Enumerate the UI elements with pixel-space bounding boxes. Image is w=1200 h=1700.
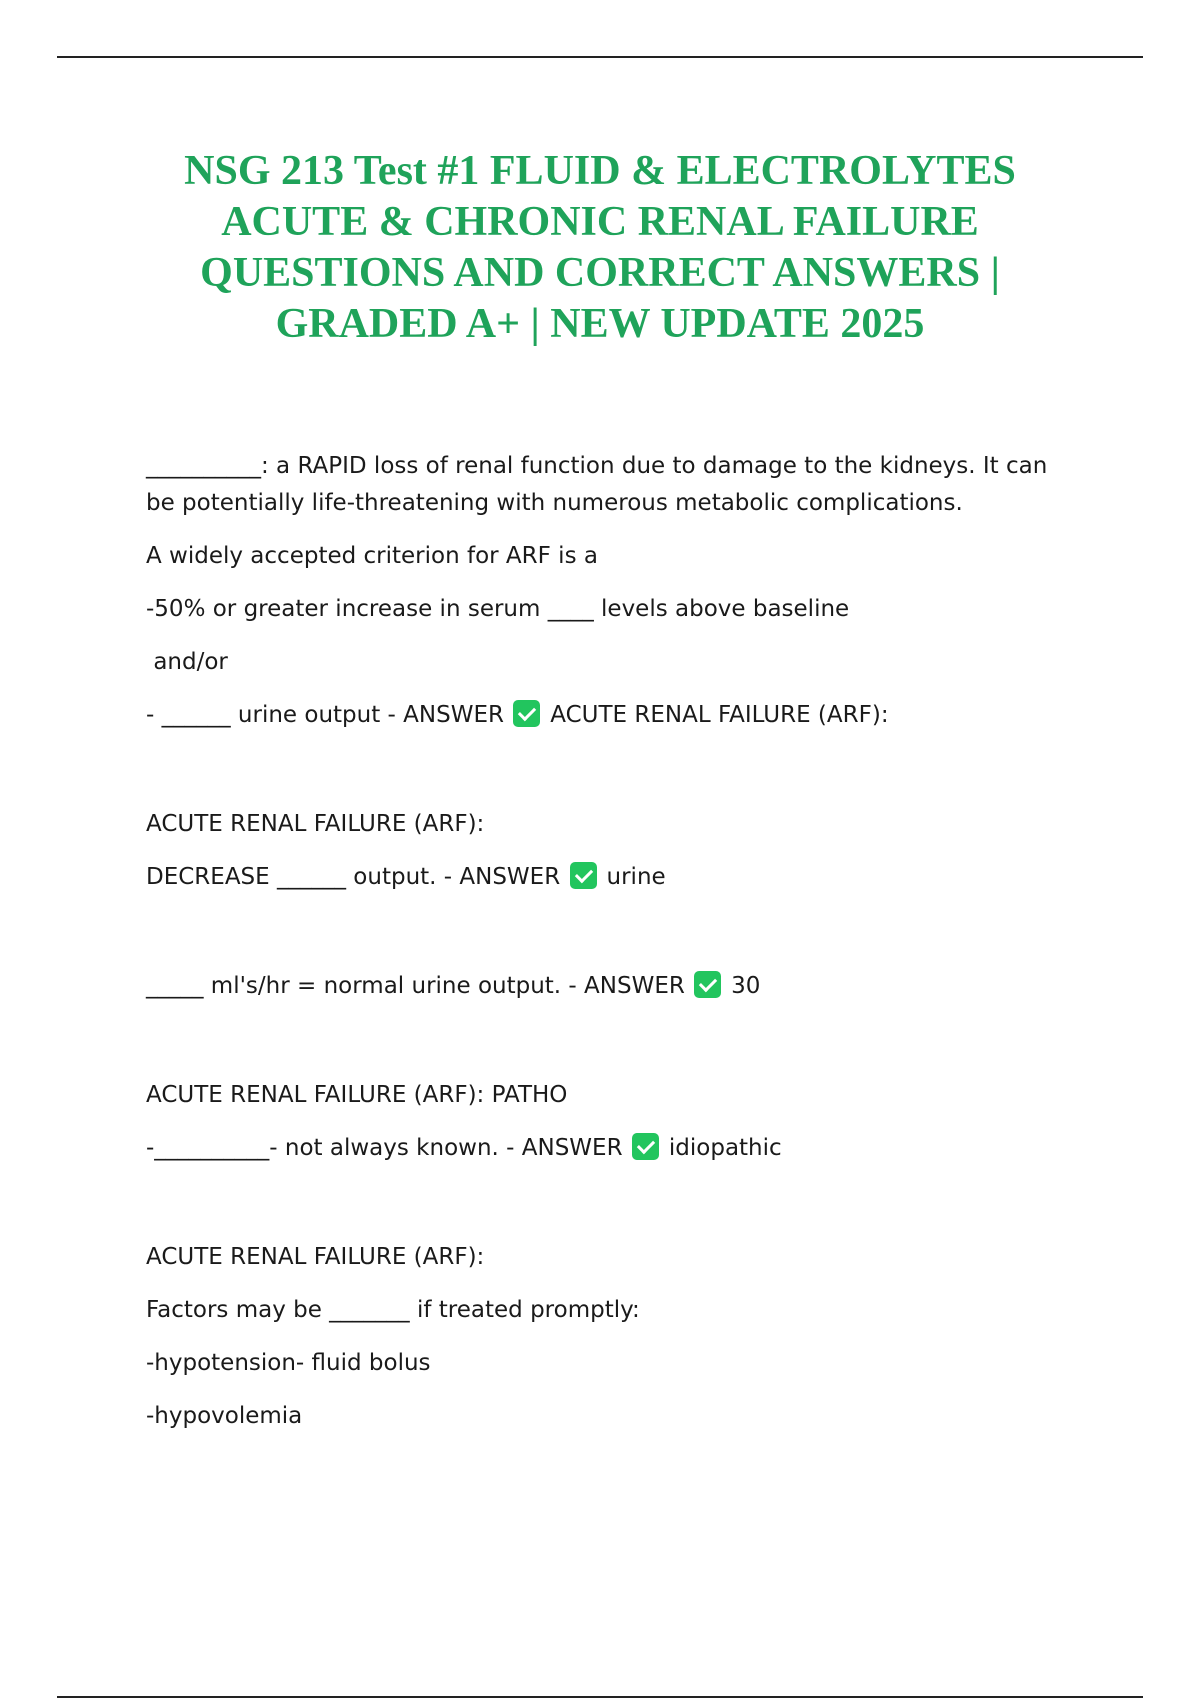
question-text: Factors may be _______ if treated promptly: bbox=[146, 1297, 640, 1323]
title-line: QUESTIONS AND CORRECT ANSWERS | bbox=[200, 250, 1000, 296]
question-text: -hypovolemia bbox=[146, 1403, 303, 1429]
check-mark-icon bbox=[513, 700, 540, 727]
title-line: GRADED A+ | NEW UPDATE 2025 bbox=[275, 301, 925, 347]
question-text: and/or bbox=[146, 649, 228, 675]
question-answer-line bbox=[146, 859, 1076, 896]
question-text: __________: a RAPID loss of renal function due to damage to the kidneys. It can be potentially life-threatening with numerous metabolic complications. bbox=[146, 453, 1055, 516]
answer-text: ACUTE RENAL FAILURE (ARF): bbox=[550, 702, 889, 728]
question-text: - ______ urine output - ANSWER bbox=[146, 702, 504, 728]
bottom-rule bbox=[57, 1696, 1143, 1698]
question-answer-line bbox=[146, 1130, 1076, 1167]
question-text: ACUTE RENAL FAILURE (ARF): PATHO bbox=[146, 1082, 568, 1108]
page-title bbox=[100, 146, 1100, 350]
title-line: NSG 213 Test #1 FLUID & ELECTROLYTES bbox=[184, 148, 1016, 194]
question-answer-line bbox=[146, 697, 1076, 734]
document-body bbox=[146, 448, 1076, 1451]
check-mark-icon bbox=[694, 971, 721, 998]
question-text: ACUTE RENAL FAILURE (ARF): bbox=[146, 811, 485, 837]
answer-text: 30 bbox=[731, 973, 761, 999]
spacer bbox=[146, 912, 1076, 968]
title-line: ACUTE & CHRONIC RENAL FAILURE bbox=[221, 199, 979, 245]
question-text: -50% or greater increase in serum ____ levels above baseline bbox=[146, 596, 850, 622]
question-text: -__________- not always known. - ANSWER bbox=[146, 1135, 623, 1161]
question-answer-line bbox=[146, 968, 1076, 1005]
check-mark-icon bbox=[570, 862, 597, 889]
spacer bbox=[146, 1183, 1076, 1239]
top-rule bbox=[57, 56, 1143, 58]
question-text: ACUTE RENAL FAILURE (ARF): bbox=[146, 1244, 485, 1270]
question-text: _____ ml's/hr = normal urine output. - ANSWER bbox=[146, 973, 685, 999]
question-text: DECREASE ______ output. - ANSWER bbox=[146, 864, 561, 890]
question-text: -hypotension- fluid bolus bbox=[146, 1350, 431, 1376]
spacer bbox=[146, 1021, 1076, 1077]
spacer bbox=[146, 750, 1076, 806]
answer-text: urine bbox=[606, 864, 666, 890]
question-text: A widely accepted criterion for ARF is a bbox=[146, 543, 598, 569]
check-mark-icon bbox=[632, 1133, 659, 1160]
answer-text: idiopathic bbox=[668, 1135, 782, 1161]
